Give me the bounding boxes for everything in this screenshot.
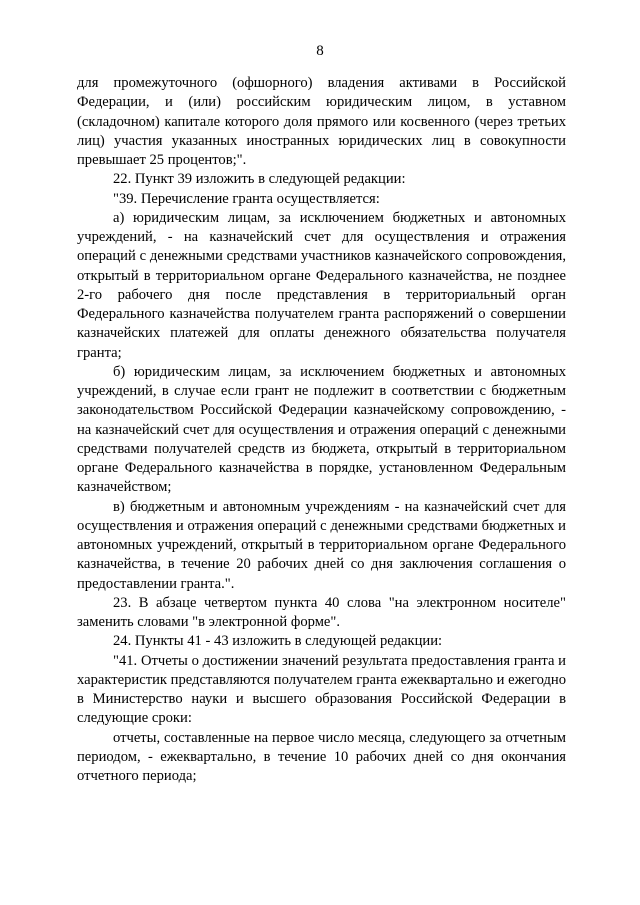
paragraph-point-41: "41. Отчеты о достижении значений результата предоставления гранта и характеристик представляются получателем гранта ежеквартально и ежегодно в Министерство науки и высшего образования Российской Федерации в следующие сроки: <box>77 652 566 727</box>
paragraph-item-22: 22. Пункт 39 изложить в следующей редакции: <box>113 171 406 188</box>
paragraph-subpoint-b: б) юридическим лицам, за исключением бюджетных и автономных учреждений, в случае если грант не подлежит в соответствии с бюджетным законодательством Российской Федерации казначейскому сопровождению, - на казначейский счет для осуществления и отражения операций с денежными средствами получателей средств из бюджета, открытый в территориальном органе Федерального казначейства в порядке, установленном Федеральным казначейством; <box>77 363 566 496</box>
paragraph-continuation: для промежуточного (офшорного) владения активами в Российской Федерации, и (или) российским юридическим лицом, в уставном (складочном) капитале которого доля прямого или косвенного (через третьих лиц) участия указанных иностранных юридических лиц в совокупности превышает 25 процентов;". <box>77 75 566 168</box>
paragraph-item-23: 23. В абзаце четвертом пункта 40 слова "на электронном носителе" заменить словами "в электронной форме". <box>77 594 566 630</box>
paragraph-subpoint-a: а) юридическим лицам, за исключением бюджетных и автономных учреждений, - на казначейский счет для осуществления и отражения операций с денежными средствами участников казначейского сопровождения, открытый в территориальном органе Федерального казначейства, не позднее 2-го рабочего дня после представления в территориальный орган Федерального казначейства получателем гранта распоряжений о совершении казначейских платежей для оплаты денежного обязательства получателя гранта; <box>77 209 566 361</box>
paragraph-subpoint-v: в) бюджетным и автономным учреждениям - на казначейский счет для осуществления и отражения операций с денежными средствами бюджетных и автономных учреждений, открытый в территориальном органе Федерального казначейства, в течение 20 рабочих дней со дня заключения соглашения о предоставлении гранта.". <box>77 498 566 592</box>
paragraph-point-39: "39. Перечисление гранта осуществляется: <box>113 190 380 207</box>
paragraph-item-24: 24. Пункты 41 - 43 изложить в следующей редакции: <box>113 633 443 650</box>
page-number: 8 <box>316 43 324 59</box>
document-body <box>77 74 566 786</box>
paragraph-reports-terms: отчеты, составленные на первое число месяца, следующего за отчетным периодом, - ежеквартально, в течение 10 рабочих дней со дня окончания отчетного периода; <box>77 729 566 784</box>
